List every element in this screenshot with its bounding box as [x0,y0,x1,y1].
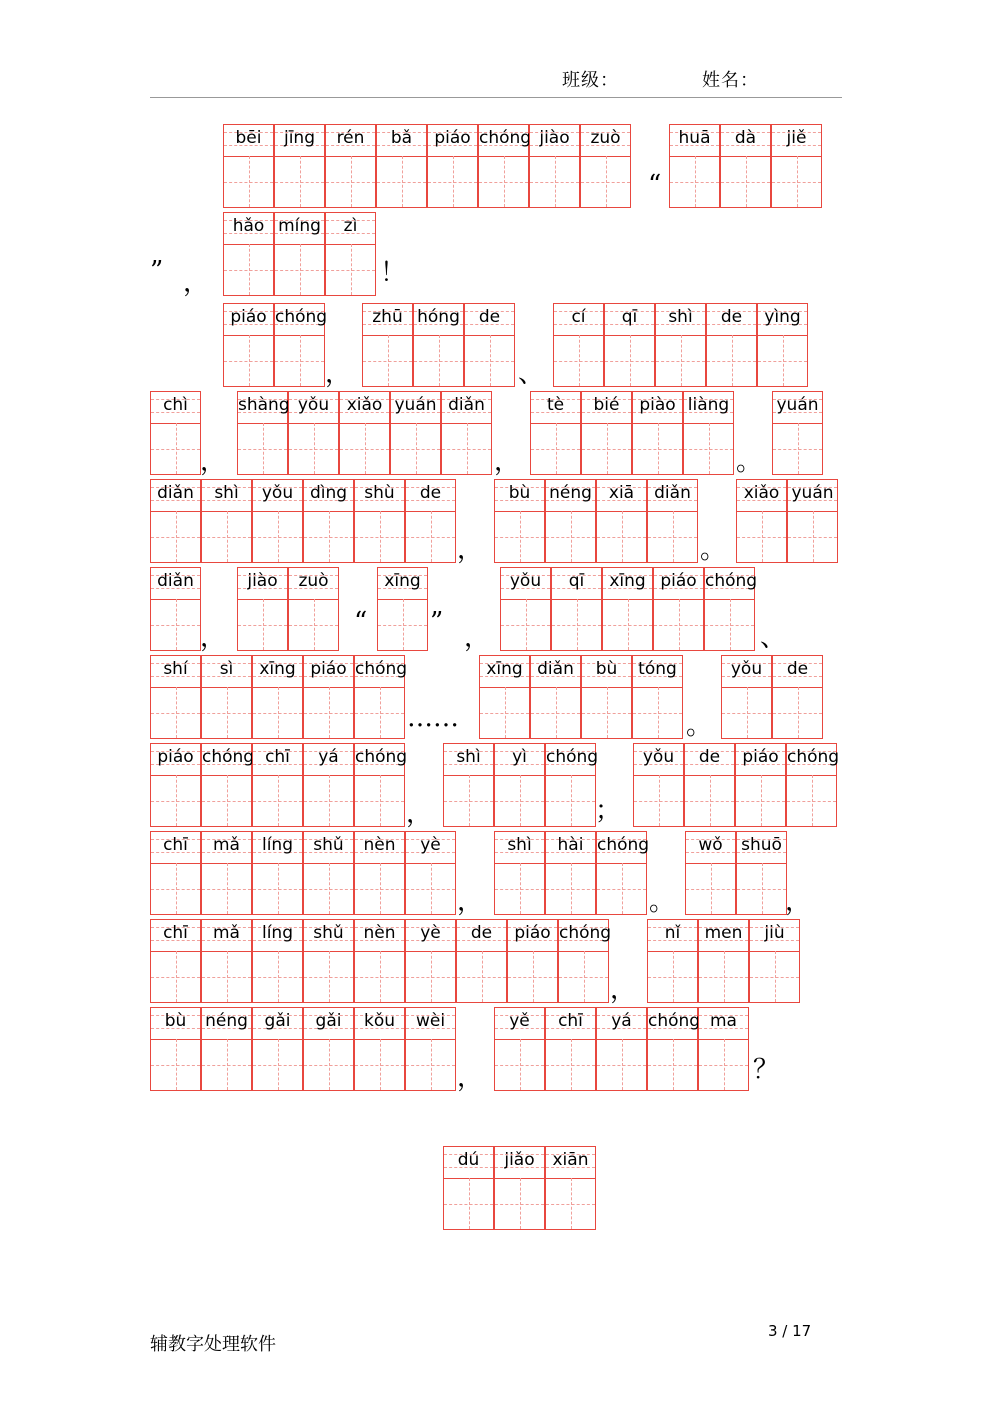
character-cell [405,479,456,563]
pinyin-text: diǎn [157,571,194,591]
character-cell [633,743,684,827]
pinyin-text: xīng [384,571,421,591]
character-cell [252,655,303,739]
character-cell [596,831,650,915]
character-cell [274,212,325,296]
pinyin-text: nèn [363,835,396,855]
character-cell [274,124,325,208]
character-cell [339,391,390,475]
character-cell [683,391,734,475]
pinyin-text: shì [214,483,239,503]
character-cell [632,391,683,475]
character-cell [545,1007,596,1091]
character-cell [558,919,612,1003]
punctuation-comma: ， [464,623,491,653]
class-label: 班级： [562,70,619,91]
character-cell [494,1146,545,1230]
pinyin-text: diǎn [157,483,194,503]
character-cell [427,124,478,208]
character-cell [252,919,303,1003]
pinyin-text: xiǎo [346,395,383,415]
pinyin-text: chì [163,395,188,415]
character-cell [787,479,838,563]
character-cell [223,303,274,387]
pinyin-text: sì [219,659,234,679]
character-cell [736,479,787,563]
pinyin-text: jiào [247,571,278,591]
character-cell [354,743,408,827]
punctuation-period: 。 [736,447,763,477]
pinyin-text: liàng [687,395,730,415]
character-cell [494,479,545,563]
character-cell [405,919,456,1003]
pinyin-text: hài [557,835,584,855]
character-cell [274,303,328,387]
pinyin-text: yuán [791,483,834,503]
pinyin-text: piáo [742,747,779,767]
character-cell [150,391,201,475]
character-cell [303,1007,354,1091]
pinyin-text: hǎo [232,216,265,236]
pinyin-text: chī [558,1011,583,1031]
pinyin-text: zuò [590,128,621,148]
character-cell [735,743,786,827]
character-cell [150,655,201,739]
pinyin-text: dà [734,128,757,148]
pinyin-text: mǎ [213,835,240,855]
pinyin-text: chóng [648,1011,701,1031]
character-cell [545,831,596,915]
pinyin-text: néng [205,1011,248,1031]
character-cell [354,919,405,1003]
character-cell [721,655,772,739]
pinyin-text: chóng [202,747,255,767]
pinyin-text: bù [508,483,531,503]
character-cell [529,124,580,208]
pinyin-text: chóng [355,659,408,679]
character-cell [647,479,698,563]
pinyin-text: chóng [597,835,650,855]
pinyin-text: shì [507,835,532,855]
character-cell [288,391,339,475]
pinyin-text: bēi [235,128,262,148]
pinyin-text: yě [509,1011,530,1031]
punctuation-semicolon: ； [595,796,622,826]
character-cell [530,655,581,739]
punctuation-comma: ， [610,975,637,1005]
punctuation-comma: ， [457,535,484,565]
character-cell [201,655,252,739]
pinyin-text: diǎn [537,659,574,679]
character-cell [150,831,201,915]
pinyin-text: piáo [434,128,471,148]
pinyin-text: piáo [230,307,267,327]
character-cell [303,479,354,563]
character-cell [602,567,653,651]
character-cell [479,655,530,739]
character-cell [581,655,632,739]
pinyin-text: shǔ [313,835,344,855]
punctuation-enum-comma: 、 [518,359,545,389]
pinyin-text: rén [336,128,365,148]
page-number: 3 / 17 [768,1322,812,1340]
pinyin-text: yǒu [261,483,294,503]
pinyin-text: wǒ [698,835,723,855]
pinyin-text: yuán [394,395,437,415]
pinyin-text: gǎi [315,1011,342,1031]
pinyin-text: mǎ [213,923,240,943]
pinyin-text: bǎ [390,128,413,148]
punctuation-open-quote: “ [648,170,662,200]
pinyin-text: yǒu [509,571,542,591]
pinyin-text: de [470,923,493,943]
pinyin-text: yìng [764,307,801,327]
character-cell [647,919,698,1003]
character-cell [288,567,339,651]
character-cell [704,567,758,651]
character-cell [553,303,604,387]
character-cell [772,655,823,739]
character-cell [354,1007,405,1091]
punctuation-open-quote: “ [354,607,368,637]
character-cell [494,1007,545,1091]
pinyin-text: men [704,923,743,943]
pinyin-text: chī [265,747,290,767]
pinyin-text: nǐ [664,923,681,943]
pinyin-text: chóng [559,923,612,943]
pinyin-text: diǎn [448,395,485,415]
character-cell [223,212,274,296]
character-cell [325,124,376,208]
character-cell [685,831,736,915]
punctuation-question: ？ [753,1055,780,1085]
character-cell [441,391,492,475]
character-cell [201,919,252,1003]
punctuation-comma: ， [406,799,433,829]
pinyin-text: yǒu [297,395,330,415]
pinyin-text: diǎn [654,483,691,503]
pinyin-text: yuán [776,395,819,415]
character-cell [252,743,303,827]
character-cell [464,303,515,387]
character-cell [545,479,596,563]
character-cell [653,567,704,651]
pinyin-text: xīng [609,571,646,591]
punctuation-period: 。 [649,887,676,917]
character-cell [252,831,303,915]
pinyin-text: tóng [638,659,677,679]
pinyin-text: yì [512,747,527,767]
pinyin-text: yá [318,747,339,767]
character-cell [684,743,735,827]
character-cell [545,1146,596,1230]
pinyin-text: bù [595,659,618,679]
pinyin-text: xiǎo [743,483,780,503]
character-cell [698,1007,749,1091]
pinyin-text: néng [549,483,592,503]
pinyin-text: qī [568,571,585,591]
character-cell [390,391,441,475]
pinyin-text: míng [278,216,321,236]
pinyin-text: ma [710,1011,737,1031]
character-cell [223,124,274,208]
pinyin-text: xīng [486,659,523,679]
punctuation-close-quote: ” [430,607,444,637]
character-cell [757,303,808,387]
pinyin-text: piáo [157,747,194,767]
header-divider [150,97,842,98]
punctuation-period: 。 [700,535,727,565]
pinyin-text: yǒu [642,747,675,767]
pinyin-text: jiù [764,923,785,943]
pinyin-text: hóng [417,307,460,327]
punctuation-close-quote: ” [150,256,164,286]
pinyin-text: xiān [552,1150,589,1170]
character-cell [150,1007,201,1091]
character-cell [596,479,647,563]
punctuation-enum-comma: 、 [760,623,787,653]
character-cell [303,655,354,739]
pinyin-text: jiǎo [504,1150,535,1170]
punctuation-comma: ， [785,887,812,917]
character-cell [647,1007,701,1091]
pinyin-text: shuō [741,835,782,855]
character-cell [413,303,464,387]
character-cell [303,919,354,1003]
pinyin-text: shàng [238,395,290,415]
pinyin-text: chóng [787,747,840,767]
character-cell [545,743,599,827]
character-cell [252,479,303,563]
character-cell [303,831,354,915]
pinyin-text: shì [668,307,693,327]
pinyin-text: gǎi [264,1011,291,1031]
pinyin-text: líng [261,923,293,943]
pinyin-text: chóng [275,307,328,327]
character-cell [237,567,288,651]
pinyin-text: xīng [259,659,296,679]
pinyin-text: de [698,747,721,767]
pinyin-text: shí [163,659,188,679]
character-cell [325,212,376,296]
pinyin-text: chóng [479,128,532,148]
pinyin-text: chóng [705,571,758,591]
pinyin-text: qī [621,307,638,327]
pinyin-text: jiě [786,128,807,148]
character-cell [252,1007,303,1091]
pinyin-text: nèn [363,923,396,943]
pinyin-text: cí [571,307,586,327]
pinyin-text: de [786,659,809,679]
character-cell [786,743,840,827]
pinyin-text: piáo [660,571,697,591]
pinyin-text: yè [420,923,441,943]
character-cell [405,831,456,915]
character-cell [772,391,823,475]
punctuation-comma: ， [457,1063,484,1093]
footer-software: 辅教字处理软件 [150,1334,276,1355]
pinyin-text: yǒu [730,659,763,679]
pinyin-text: piáo [310,659,347,679]
pinyin-text: chī [163,835,188,855]
character-cell [303,743,354,827]
punctuation-comma: ， [457,887,484,917]
pinyin-text: wèi [415,1011,446,1031]
pinyin-text: huā [678,128,711,148]
character-cell [150,919,201,1003]
character-cell [500,567,551,651]
character-cell [443,1146,494,1230]
character-cell [655,303,706,387]
pinyin-text: chóng [546,747,599,767]
pinyin-text: dìng [309,483,348,503]
pinyin-text: bié [593,395,620,415]
character-cell [201,743,255,827]
character-cell [720,124,771,208]
pinyin-text: shì [456,747,481,767]
name-label: 姓名： [702,70,759,91]
pinyin-text: yè [420,835,441,855]
pinyin-text: shǔ [313,923,344,943]
pinyin-text: xiā [608,483,635,503]
character-cell [551,567,602,651]
character-cell [354,479,405,563]
character-cell [706,303,757,387]
character-cell [201,831,252,915]
punctuation-comma: ， [200,447,227,477]
punctuation-comma: ， [200,623,227,653]
pinyin-text: tè [546,395,565,415]
punctuation-period: 。 [686,711,713,741]
punctuation-comma: ， [494,447,521,477]
character-cell [581,391,632,475]
punctuation-comma: ， [325,359,352,389]
pinyin-text: jiào [539,128,570,148]
pinyin-text: piào [639,395,676,415]
character-cell [749,919,800,1003]
pinyin-text: yá [611,1011,632,1031]
pinyin-text: de [720,307,743,327]
character-cell [771,124,822,208]
character-cell [604,303,655,387]
pinyin-text: chī [163,923,188,943]
punctuation-comma: ， [183,268,210,298]
character-cell [530,391,581,475]
character-cell [456,919,507,1003]
pinyin-text: shù [364,483,395,503]
pinyin-text: chóng [355,747,408,767]
punctuation-ellipsis: …… [407,703,459,733]
character-cell [150,479,201,563]
character-cell [478,124,532,208]
character-cell [201,1007,252,1091]
character-cell [362,303,413,387]
character-cell [494,831,545,915]
pinyin-text: piáo [514,923,551,943]
character-cell [443,743,494,827]
character-cell [507,919,558,1003]
character-cell [698,919,749,1003]
character-cell [377,567,428,651]
character-cell [354,831,405,915]
character-cell [736,831,787,915]
pinyin-text: de [419,483,442,503]
pinyin-text: líng [261,835,293,855]
character-cell [669,124,720,208]
pinyin-text: bù [164,1011,187,1031]
character-cell [150,743,201,827]
character-cell [494,743,545,827]
pinyin-text: zì [343,216,358,236]
pinyin-text: de [478,307,501,327]
character-cell [376,124,427,208]
character-cell [632,655,683,739]
character-cell [405,1007,456,1091]
character-cell [201,479,252,563]
character-cell [354,655,408,739]
pinyin-text: zuò [298,571,329,591]
pinyin-text: jīng [283,128,315,148]
character-cell [150,567,201,651]
pinyin-text: dú [457,1150,480,1170]
pinyin-text: zhū [372,307,403,327]
character-cell [237,391,288,475]
pinyin-text: kǒu [363,1011,396,1031]
punctuation-exclaim: ！ [380,258,407,288]
character-cell [596,1007,647,1091]
character-cell [580,124,631,208]
